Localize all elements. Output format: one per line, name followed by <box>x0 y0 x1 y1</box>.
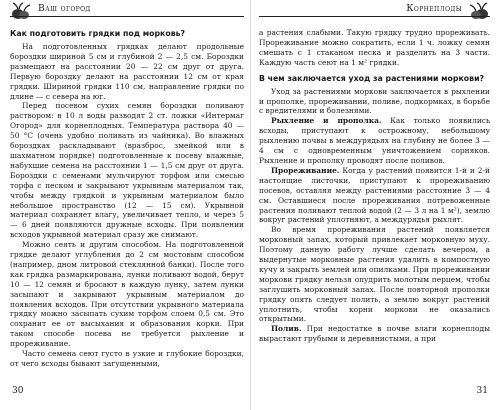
left-content <box>10 29 244 369</box>
paragraph: Часто семена сеют густо в узкие и глубокие бороздки, от чего всходы бывают загущенными, <box>10 349 244 368</box>
paragraph: Во время прореживания растений появляется морковный запах, который привлекает морковную муху. Поэтому данную работу лучше сделать вечером, а выдернутые морковные растения удалить в компостную кучу и закрыть землей или опилками. При прореживании моркови грядку нельзя опудрить молотым перцем, чтобы заглушить морковный запах. После повторной прополки грядку опять следует полить, а землю вокруг растений уплотнить, чтобы корни моркови не оказались открытыми. <box>259 225 490 324</box>
paragraph <box>259 324 490 344</box>
paragraph-lead: Полив. <box>271 324 302 334</box>
header-rule <box>10 16 244 17</box>
section-heading: В чем заключается уход за растениями моркови? <box>259 73 485 83</box>
page-number: 31 <box>476 386 488 396</box>
running-head-title: Корнеплоды <box>406 3 462 14</box>
paragraph: Можно сеять и другим способом. На подготовленной грядке делают углубления до 2 см мостовым способом (например, дном литровой стеклянной банки). После того как грядка размаркирована, лунки поливают водой, берут 10 — 12 семян и бросают в каждую лунку, затем лунки засыпают и закрывают укрывным материалом до появления всходов. При отсутствии укрывного материала грядку можно засыпать сухим торфом слоем 0,5 см. Это сохранит ее от высыхания и образования корки. При таком способе посева не требуется рыхление и прореживание. <box>10 240 244 349</box>
paragraph <box>259 116 490 166</box>
running-head-left <box>10 0 244 28</box>
paragraph-text: Когда у растений появится 1-й и 2-й настоящие листочки, приступают к прореживанию посевов, оставляя между растениями расстояние 3 — 4 см. Оставшиеся после прореживания потревоженные растения поливают теплой водой (2 — 3 л на 1 м²), землю вокруг растений уплотняют, а междурядья рыхлят. <box>259 165 490 225</box>
paragraph: На подготовленных грядках делают продольные бороздки шириной 5 см и глубиной 2 — 2,5 см. Бороздки размещают на расстоянии 20 — 22 см друг от друга. Первую бороздку делают на расстоянии 12 см от края грядки. Шириной грядки 110 см, направление грядки по длине — с севера на юг. <box>10 42 244 101</box>
section-heading: Как подготовить грядки под морковь? <box>10 29 186 38</box>
vegetable-ornament-icon <box>468 2 490 22</box>
paragraph: а растения слабыми. Такую грядку трудно прореживать. Прореживание можно сократить, если 1 ч. ложку семян смешать с 1 стаканом песка и разделить на 3 части. Каждую часть сеют на 1 м² грядки. <box>259 28 490 67</box>
running-head-title: Ваш огород <box>38 3 91 14</box>
paragraph-text: При недостатке в почве влаги корнеплоды вырастают грубыми и деревянистыми, а при <box>259 324 490 344</box>
right-content <box>259 28 490 344</box>
right-page <box>250 0 500 410</box>
paragraph-text: Как только появились всходы, приступают к острожному, небольшому рыхлению почвы в междурядьях на глубину не более 3 — 4 см с одновременным уничтожением сорняков. Рыхление и прополку проводят после поливов. <box>259 116 491 165</box>
paragraph-lead: Рыхление и прополка. <box>271 116 382 126</box>
running-head-right <box>259 0 490 28</box>
paragraph: Уход за растениями моркови заключается в рыхлении и прополке, прореживании, поливе, подкормках, в борьбе с вредителями и болезнями. <box>259 86 490 116</box>
paragraph: Перед посевом сухих семян бороздки поливают раствором: в 10 л воды разводят 2 ст. ложки «Интермаг Огород» для корнеплодных. Температура раствора 40 — 50 °С (очень удобно поливать из чайника). Во влажных бороздках раскладывают (вразброс, змейкой или в шахматном порядке) подготовленные к посеву влажные, набухшие семена на расстоянии 1 — 1,5 см друг от друга. Бороздки с семенами мульчируют торфом или смесью торфа с песком и закрывают укрывным материалом так, чтобы между грядкой и укрывным материалом было небольшое пространство (12 — 15 см). Укрывной материал сохраняет влагу, увеличивает тепло, и через 5 — 6 дней появляются дружные всходы. При появлении всходов укрывной материал сразу же снимают. <box>10 101 244 240</box>
paragraph-lead: Прореживание. <box>271 165 340 175</box>
paragraph <box>259 166 490 225</box>
vegetable-ornament-icon <box>10 2 32 22</box>
page-number: 30 <box>12 386 24 396</box>
header-rule <box>259 16 490 17</box>
